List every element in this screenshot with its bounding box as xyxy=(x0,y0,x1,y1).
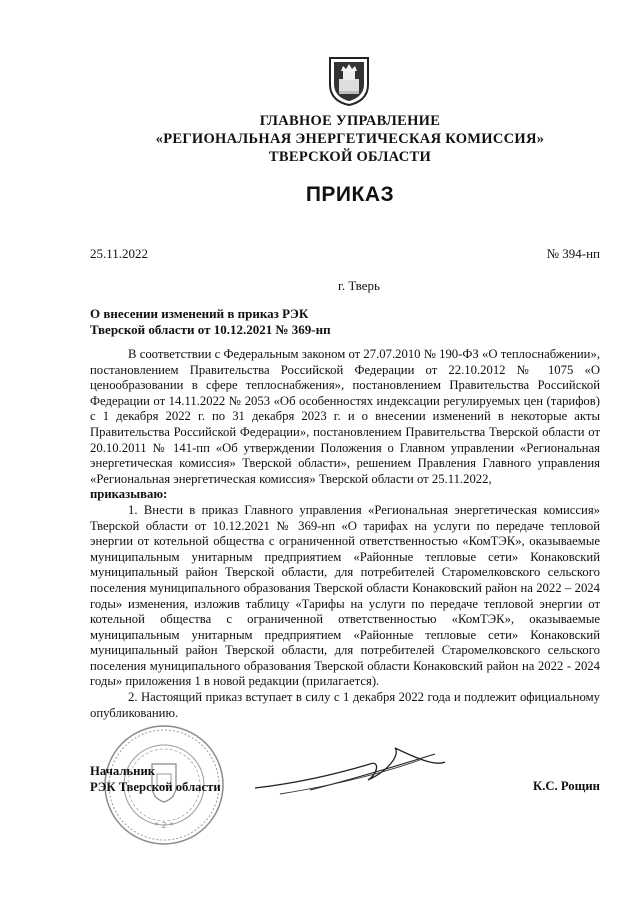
subject-line-1: О внесении изменений в приказ РЭК xyxy=(90,306,309,321)
org-line-1: ГЛАВНОЕ УПРАВЛЕНИЕ xyxy=(259,113,441,129)
organization-name xyxy=(0,112,640,166)
signatory-name: К.С. Рощин xyxy=(533,779,600,793)
position-line-1: Начальник xyxy=(90,764,156,778)
document-date: 25.11.2022 xyxy=(90,246,149,261)
order-item-1: 1. Внести в приказ Главного управления «Региональная энергетическая комиссия» Тверской области от 10.12.2021 № 369-нп «О тарифах на услуги по передаче тепловой энергии от котельной общества с ограниченной ответственностью «КомТЭК», оказываемые муниципальным унитарным предприятием «Районные тепловые сети» Конаковский муниципальный район Тверской области, для потребителей Старомелковского сельского поселения муниципального образования Тверской области Конаковский район на 2022 – 2024 годы» изменения, изложив таблицу «Тарифы на услуги по передаче тепловой энергии от котельной общества с ограниченной ответственностью «КомТЭК», оказываемые муниципальным унитарным предприятием «Районные тепловые сети» Конаковский муниципальный район Тверской области, для потребителей Старомелковского сельского поселения муниципального образования Тверской области Конаковский район на 2022 - 2024 годы» приложения 1 в новой редакции (прилагается). xyxy=(90,502,600,689)
signatory-position xyxy=(90,763,221,795)
org-line-2: «РЕГИОНАЛЬНАЯ ЭНЕРГЕТИЧЕСКАЯ КОМИССИЯ» xyxy=(155,131,545,147)
document-body xyxy=(90,347,600,721)
document-subject xyxy=(90,306,370,338)
tver-coat-of-arms-icon xyxy=(327,55,371,107)
document-city: г. Тверь xyxy=(338,278,380,293)
order-item-2: 2. Настоящий приказ вступает в силу с 1 декабря 2022 года и подлежит официальному опубликованию. xyxy=(90,690,600,720)
position-line-2: РЭК Тверской области xyxy=(90,780,221,794)
decree-word: приказываю: xyxy=(90,487,168,502)
org-line-3: ТВЕРСКОЙ ОБЛАСТИ xyxy=(268,149,432,165)
document-number: № 394-нп xyxy=(546,246,600,261)
preamble-paragraph: В соответствии с Федеральным законом от 27.07.2010 № 190-ФЗ «О теплоснабжении», постановлением Правительства Российской Федерации от 22.10.2012 № 1075 «О ценообразовании в сфере теплоснабжения», постановлением Правительства Российской Федерации от 14.11.2022 № 2053 «Об особенностях индексации регулируемых цен (тарифов) с 1 декабря 2022 г. по 31 декабря 2023 г. и о внесении изменений в некоторые акты Правительства Российской Федерации», постановлением Правительства Тверской области от 20.10.2011 № 141-пп «Об утверждении Положения о Главном управлении «Региональная энергетическая комиссия» Тверской области», решением Правления Главного управления «Региональная энергетическая комиссия» Тверской области от 25.11.2022, xyxy=(90,347,600,486)
seal-number: * 2 * xyxy=(154,821,174,830)
document-type-title: ПРИКАЗ xyxy=(305,183,395,206)
subject-line-2: Тверской области от 10.12.2021 № 369-нп xyxy=(90,322,331,337)
handwritten-signature-icon xyxy=(250,740,450,800)
